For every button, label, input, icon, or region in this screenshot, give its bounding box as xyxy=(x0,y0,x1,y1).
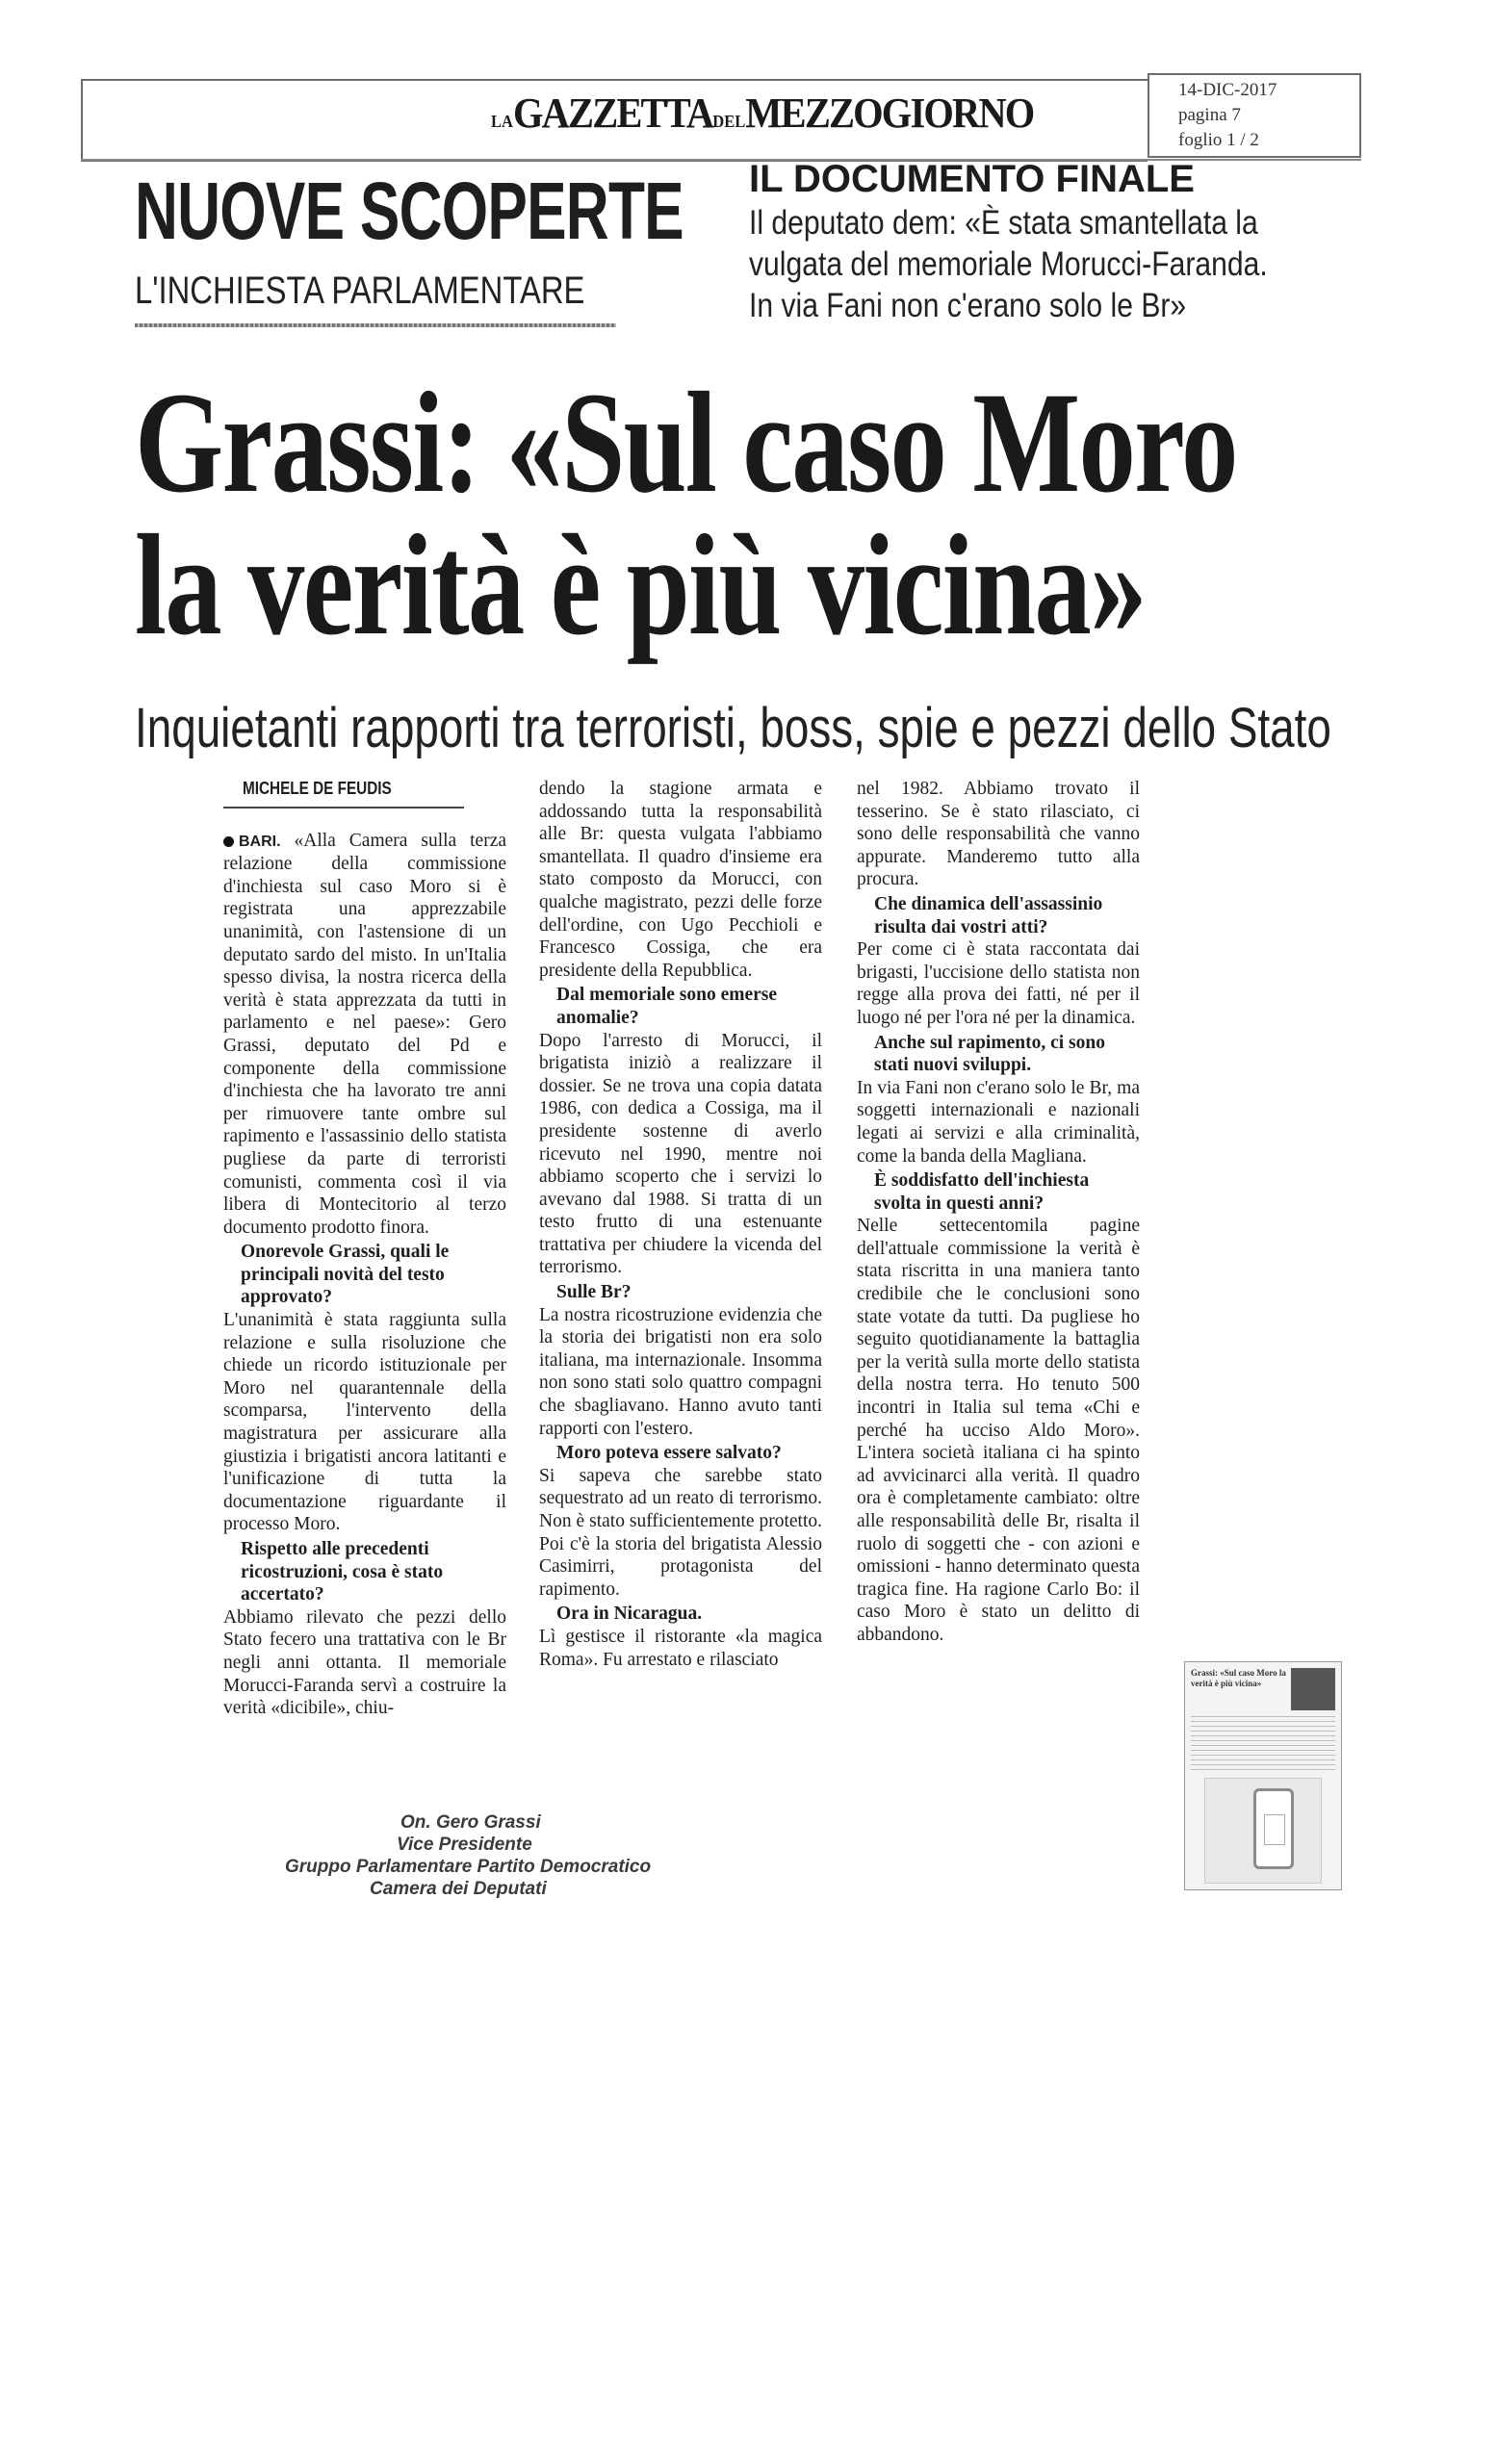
signature-chamber: Camera dei Deputati xyxy=(370,1879,547,1899)
byline: MICHELE DE FEUDIS xyxy=(243,779,392,798)
thumbnail-photo xyxy=(1291,1668,1335,1710)
answer: Dopo l'arresto di Morucci, il brigatista iniziò a realizzare il dossier. Se ne trova una copia datata 1986, con dedica a Cossiga, ma il presidente sostenne di averlo ricevuto nel 1990, mentre noi abbiamo scoperto che i servizi lo avevano dal 1988. Si tratta di un testo frutto di una estenuante trattativa per chiudere la vicenda del terrorismo. xyxy=(539,1030,822,1278)
masthead-mid: DEL xyxy=(712,112,746,131)
question: Moro poteva essere salvato? xyxy=(556,1443,782,1464)
answer: L'unanimità è stata raggiunta sulla relazione e sulla risoluzione che chiede un ricordo istituzionale per Moro nel quarantennale della scomparsa, l'intervento della magistratura per assicurare alla giustizia i brigatisti ancora latitanti e l'unificazione di tutta la documentazione riguardante il processo Moro. xyxy=(223,1310,506,1535)
thumbnail-advertisement xyxy=(1204,1778,1322,1884)
byline-rule xyxy=(223,807,464,808)
subheadline: Inquietanti rapporti tra terroristi, boss, spie e pezzi dello Stato xyxy=(135,697,1331,759)
signature-block xyxy=(285,1811,651,1900)
question: Che dinamica dell'assassinio risulta dai vostri atti? xyxy=(874,893,1103,937)
newspaper-masthead xyxy=(491,89,1033,138)
section-kicker-sub: L'INCHIESTA PARLAMENTARE xyxy=(135,270,585,312)
section-kicker: NUOVE SCOPERTE xyxy=(135,166,684,256)
question: È soddisfatto dell'inchiesta svolta in questi anni? xyxy=(874,1170,1090,1214)
watch-icon xyxy=(1253,1788,1294,1869)
lead-paragraph xyxy=(223,830,506,1240)
dateline: BARI. xyxy=(239,833,281,850)
thumbnail-title: Grassi: «Sul caso Moro la verità è più vicina» xyxy=(1191,1668,1286,1688)
bullet-icon xyxy=(223,836,234,847)
masthead-prefix: LA xyxy=(491,112,514,131)
main-headline xyxy=(135,363,1237,665)
clipping-date: 14-DIC-2017 xyxy=(1178,80,1277,100)
paragraph-text: dendo la stagione armata e addossando tutta la responsabilità alle Br: questa vulgata l'abbiamo smantellata. Il quadro d'insieme era stato composto da Morucci, con qualche magistrato, pezzi delle forze dell'ordine, con Ugo Pecchioli e Francesco Cossiga, che era presidente della Repubblica. xyxy=(539,779,822,981)
document-subtitle: Il deputato dem: «È stata smantellata la vulgata del memoriale Morucci-Faranda. In via Fani non c'erano solo le Br» xyxy=(749,204,1268,324)
signature-name: On. Gero Grassi xyxy=(400,1812,541,1833)
question: Sulle Br? xyxy=(556,1282,632,1303)
question: Ora in Nicaragua. xyxy=(556,1604,703,1625)
question: Onorevole Grassi, quali le principali novità del testo approvato? xyxy=(241,1242,450,1308)
paragraph-text: nel 1982. Abbiamo trovato il tesserino. Se è stato rilasciato, ci sono delle responsabilità che vanno appurate. Manderemo tutto alla procura. xyxy=(857,779,1140,890)
masthead-name-b: MEZZOGIORNO xyxy=(745,90,1034,137)
article-column-2 xyxy=(539,778,822,1671)
answer: Nelle settecentomila pagine dell'attuale commissione la verità è stata riscritta in una maniera tanto credibile che le conclusioni sono state votate da tutti. Da pugliese ho seguito quotidianamente la battaglia per la verità sulla morte dello statista della nostra terra. Ho tenuto 500 incontri in Italia sul tema «Chi e perché ha ucciso Aldo Moro». L'intera società italiana ci ha spinto ad avvicinarci alla verità. Il quadro ora è completamente cambiato: oltre alle responsabilità delle Br, risalta il ruolo di soggetti che - con azioni e omissioni - hanno determinato questa tragica fine. Ha ragione Carlo Bo: il caso Moro è stato un delitto di abbandono. xyxy=(857,1216,1140,1645)
question: Anche sul rapimento, ci sono stati nuovi sviluppi. xyxy=(874,1032,1105,1076)
document-title: IL DOCUMENTO FINALE xyxy=(749,158,1195,200)
answer: Per come ci è stata raccontata dai brigasti, l'uccisione dello statista non regge alla prova dei fatti, né per il luogo né per l'ora né per la dinamica. xyxy=(857,939,1140,1028)
answer: In via Fani non c'erano solo le Br, ma soggetti internazionali e nazionali legati ai servizi e alla criminalità, come la banda della Magliana. xyxy=(857,1077,1140,1167)
headline-line-2: la verità è più vicina» xyxy=(135,505,1146,665)
paragraph-text: «Alla Camera sulla terza relazione della commissione d'inchiesta sul caso Moro si è registrata una apprezzabile unanimità, con l'astensione di un deputato sardo del misto. In un'Italia spesso divisa, la nostra ricerca della verità è stata apprezzata da tutti in parlamento e nel paese»: Gero Grassi, deputato del Pd e componente della commissione d'inchiesta che ha lavorato tre anni per rimuovere tante ombre sul rapimento e l'assassinio dello statista pugliese da parte di terroristi comunisti, commenta così il via libera di Montecitorio al terzo documento prodotto finora. xyxy=(223,830,507,1238)
clipping-page: pagina 7 xyxy=(1178,105,1241,125)
answer: Abbiamo rilevato che pezzi dello Stato fecero una trattativa con le Br negli anni ottanta. Il memoriale Morucci-Faranda servì a costruire la verità «dicibile», chiu- xyxy=(223,1606,506,1719)
signature-group: Gruppo Parlamentare Partito Democratico xyxy=(285,1857,652,1877)
answer: Lì gestisce il ristorante «la magica Roma». Fu arrestato e rilasciato xyxy=(539,1626,822,1670)
question: Dal memoriale sono emerse anomalie? xyxy=(556,985,778,1028)
article-column-3 xyxy=(857,778,1140,1647)
clipping-info-box xyxy=(1148,73,1361,158)
headline-line-1: Grassi: «Sul caso Moro xyxy=(135,363,1237,523)
page-thumbnail xyxy=(1184,1661,1342,1890)
thumbnail-text-lines xyxy=(1191,1716,1335,1774)
article-column-1 xyxy=(223,778,506,1720)
clipping-sheet: foglio 1 / 2 xyxy=(1178,130,1259,150)
masthead-name-a: GAZZETTA xyxy=(513,90,713,137)
question: Rispetto alle precedenti ricostruzioni, cosa è stato accertato? xyxy=(241,1539,444,1605)
signature-role: Vice Presidente xyxy=(397,1835,532,1855)
answer: Si sapeva che sarebbe stato sequestrato ad un reato di terrorismo. Non è stato sufficientemente protetto. Poi c'è la storia del brigatista Alessio Casimirri, protagonista del rapimento. xyxy=(539,1465,822,1600)
answer: La nostra ricostruzione evidenzia che la storia dei brigatisti non era solo italiana, ma internazionale. Insomma non sono stati solo quattro compagni che sbagliavano. Hanno avuto tanti rapporti con l'estero. xyxy=(539,1304,822,1439)
kicker-rule xyxy=(135,323,616,327)
